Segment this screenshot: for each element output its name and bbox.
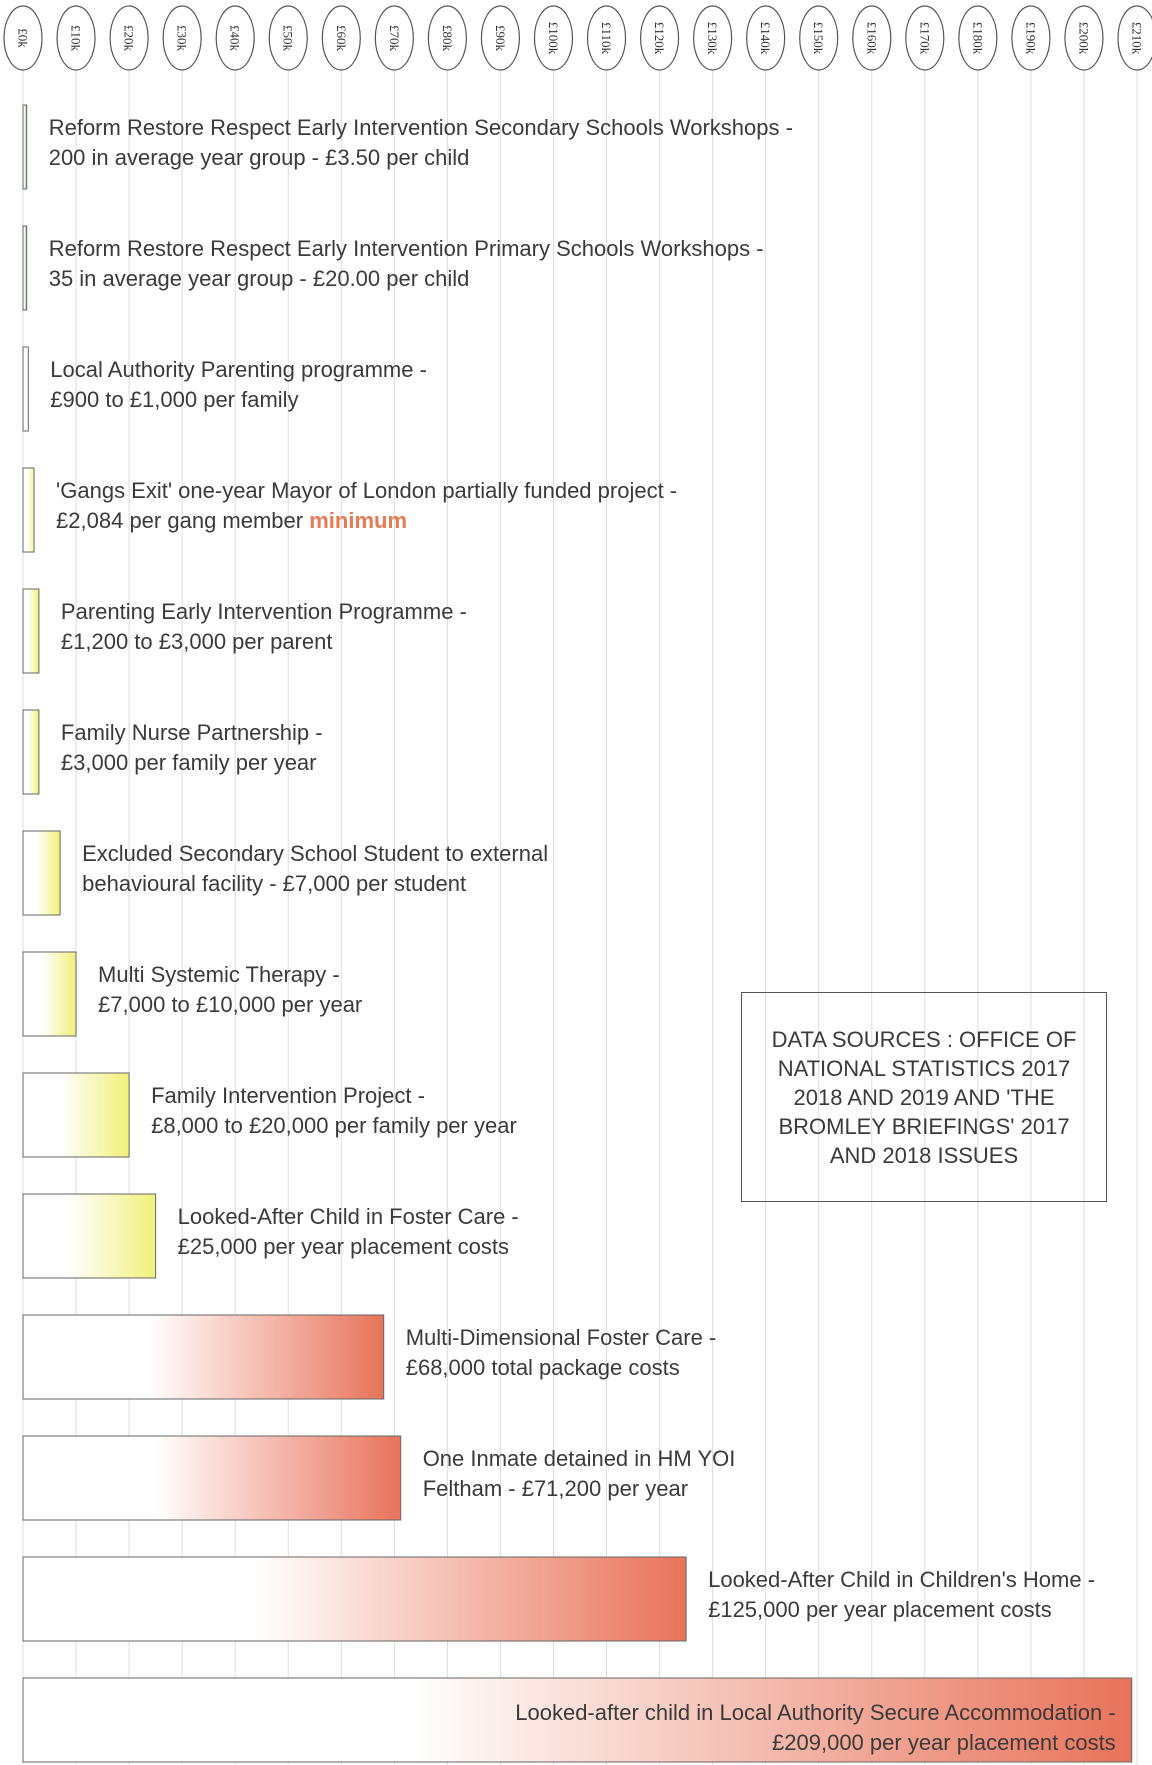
bar xyxy=(23,105,27,189)
bar xyxy=(23,347,28,431)
bar-label-line: Feltham - £71,200 per year xyxy=(422,1476,689,1501)
bar xyxy=(23,589,39,673)
bar-label-line: £209,000 per year placement costs xyxy=(772,1730,1116,1755)
x-tick-label: £130k xyxy=(705,21,721,55)
bar xyxy=(23,831,60,915)
bar-label-line: Looked-After Child in Children's Home - xyxy=(708,1567,1096,1592)
x-tick-label: £40k xyxy=(227,24,243,51)
bar xyxy=(23,1315,384,1399)
bar-label-line: Reform Restore Respect Early Intervention Primary Schools Workshops - xyxy=(48,236,764,261)
bar-label-line: £25,000 per year placement costs xyxy=(177,1234,510,1259)
bar-label-line: Looked-After Child in Foster Care - xyxy=(177,1204,519,1229)
bar-label-line: Multi Systemic Therapy - xyxy=(98,962,340,987)
bar-label-line: Local Authority Parenting programme - xyxy=(50,357,427,382)
x-tick-label: £120k xyxy=(652,21,668,55)
x-tick-label: £10k xyxy=(68,25,84,51)
bar xyxy=(23,1436,401,1520)
bar xyxy=(23,468,34,552)
bar xyxy=(23,952,76,1036)
data-sources-line: NATIONAL STATISTICS 2017 xyxy=(777,1055,1071,1081)
bar-label-line: behavioural facility - £7,000 per student xyxy=(82,871,467,896)
x-tick-label: £30k xyxy=(174,25,190,51)
data-sources-box xyxy=(741,992,1107,1202)
x-tick-label: £210k xyxy=(1129,21,1145,55)
x-tick-label: £90k xyxy=(492,24,508,51)
bar-label-line: Parenting Early Intervention Programme - xyxy=(60,599,467,624)
bar xyxy=(23,710,39,794)
highlight-word: minimum xyxy=(309,508,408,533)
bar-label-line: Family Intervention Project - xyxy=(151,1083,425,1108)
bar xyxy=(23,1194,156,1278)
bar xyxy=(23,1073,129,1157)
x-tick-label: £160k xyxy=(864,21,880,55)
bar-label-line: 'Gangs Exit' one-year Mayor of London partially funded project - xyxy=(56,478,678,503)
bar-label-line: £3,000 per family per year xyxy=(60,750,317,775)
x-tick-label: £140k xyxy=(758,21,774,55)
data-sources-text xyxy=(772,1025,1077,1170)
bar xyxy=(23,226,27,310)
x-tick-label: £50k xyxy=(280,25,296,51)
bar-label-line: £8,000 to £20,000 per family per year xyxy=(151,1113,517,1138)
x-tick-label: £200k xyxy=(1076,21,1092,55)
x-tick-label: £100k xyxy=(545,21,561,55)
bar-label-line: Reform Restore Respect Early Intervention Secondary Schools Workshops - xyxy=(48,115,793,140)
data-sources-line: 2018 AND 2019 AND 'THE xyxy=(793,1084,1055,1110)
x-tick-label: £110k xyxy=(599,21,615,55)
x-tick-label: £20k xyxy=(121,25,137,51)
bar-label-line: £7,000 to £10,000 per year xyxy=(98,992,363,1017)
data-sources-line: BROMLEY BRIEFINGS' 2017 xyxy=(778,1113,1070,1139)
data-sources-line: DATA SOURCES : OFFICE OF xyxy=(771,1026,1077,1052)
bar-label-line: Multi-Dimensional Foster Care - xyxy=(405,1325,717,1350)
x-tick-label: £190k xyxy=(1023,21,1039,55)
bar-label-line: 35 in average year group - £20.00 per child xyxy=(48,266,470,291)
bar-label-line: £68,000 total package costs xyxy=(405,1355,680,1380)
x-tick-label: £170k xyxy=(917,21,933,55)
x-tick-label: £150k xyxy=(811,21,827,55)
bar-label-line: 200 in average year group - £3.50 per child xyxy=(48,145,470,170)
bar-label-line: £125,000 per year placement costs xyxy=(708,1597,1052,1622)
data-sources-line: AND 2018 ISSUES xyxy=(829,1142,1019,1168)
bar-label-line: £900 to £1,000 per family xyxy=(50,387,299,412)
x-tick-label: £80k xyxy=(439,25,455,51)
bar-label-line: £1,200 to £3,000 per parent xyxy=(60,629,333,654)
x-tick-label: £70k xyxy=(386,25,402,51)
bar-label-line: £2,084 per gang member minimum xyxy=(56,508,408,533)
x-tick-label: £0k xyxy=(15,28,31,48)
bar-label-line: One Inmate detained in HM YOI xyxy=(422,1446,736,1471)
x-tick-label: £60k xyxy=(333,25,349,51)
bar-label-line: Excluded Secondary School Student to external xyxy=(82,841,549,866)
bar xyxy=(23,1557,686,1641)
bar-label-line: Looked-after child in Local Authority Secure Accommodation - xyxy=(515,1700,1116,1725)
bar-label-line: Family Nurse Partnership - xyxy=(60,720,323,745)
x-tick-label: £180k xyxy=(970,21,986,55)
